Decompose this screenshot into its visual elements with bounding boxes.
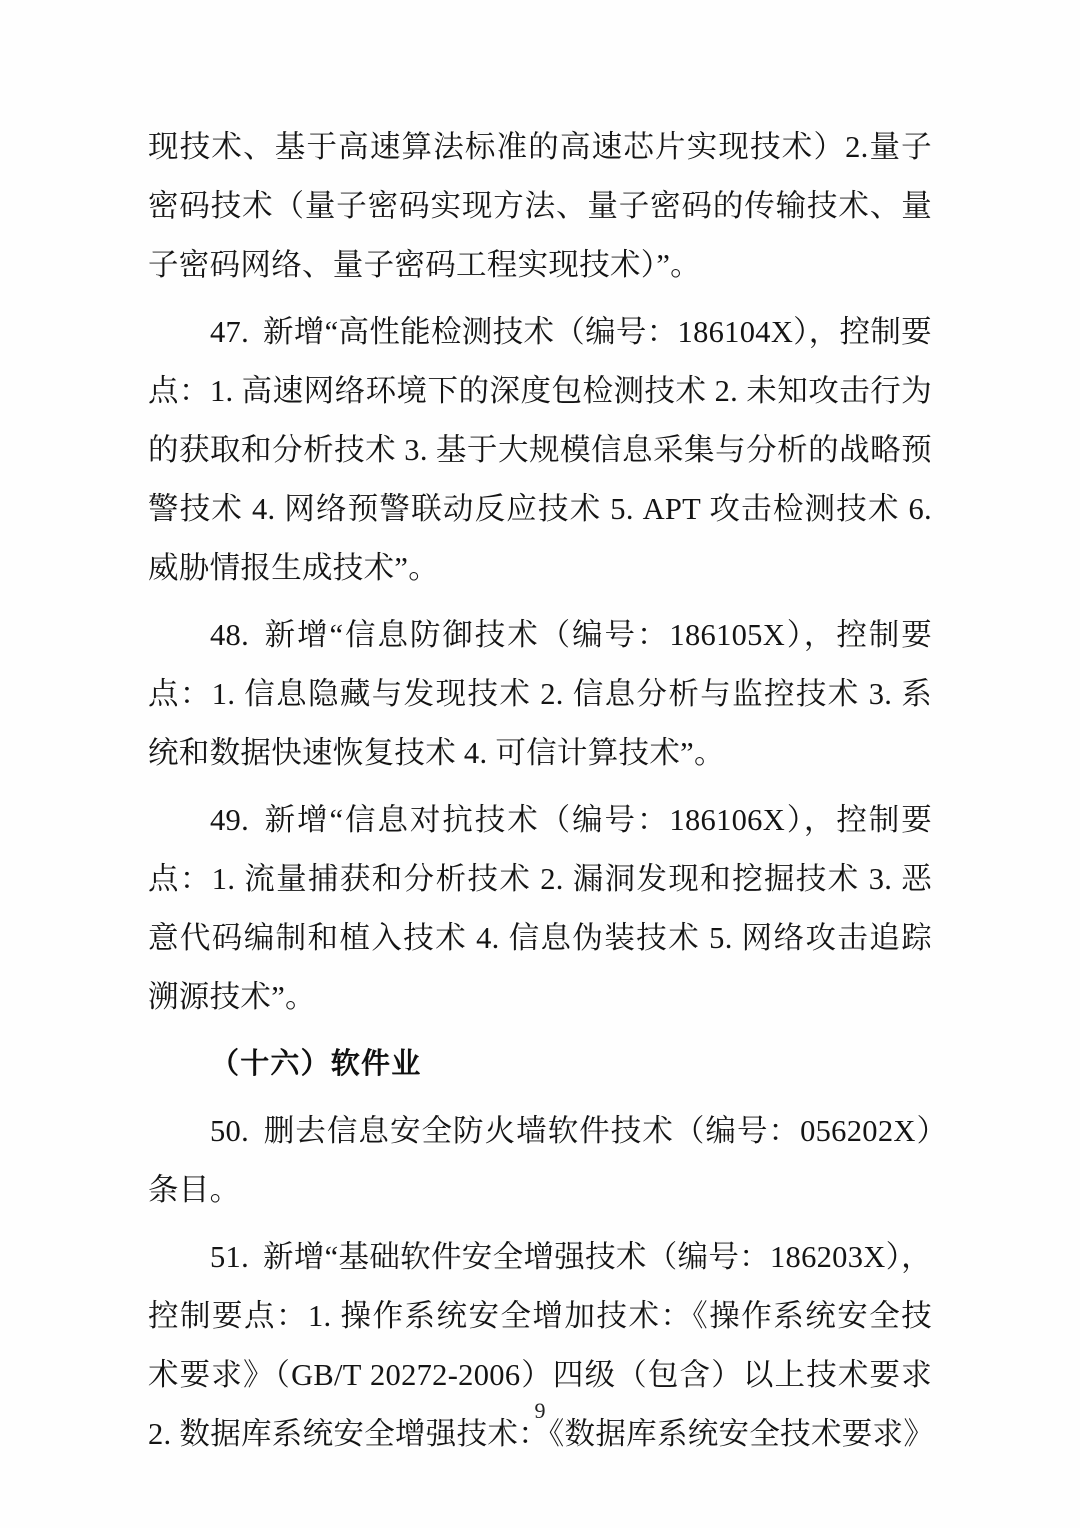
list-item-text: 新增“基础软件安全增强技术（编号：186203X），控制要点：1. 操作系统安全增加技术：《操作系统安全技术要求》（GB/T 20272-2006）四级（包含）以上技术要求 2. 数据库系统安全增强技术：《数据库系统安全技术要求》 — [148, 1240, 935, 1451]
list-item-49 — [148, 791, 932, 1027]
list-item-48 — [148, 606, 932, 783]
list-item-47 — [148, 303, 932, 598]
page-content — [148, 118, 935, 1472]
paragraph-continuation: 现技术、基于高速算法标准的高速芯片实现技术）2.量子密码技术（量子密码实现方法、量子密码的传输技术、量子密码网络、量子密码工程实现技术）”。 — [148, 130, 932, 282]
list-item-50 — [148, 1102, 932, 1220]
list-item-number: 47. — [210, 315, 250, 349]
section-heading-16: （十六）软件业 — [210, 1048, 422, 1080]
list-item-number: 50. — [210, 1114, 250, 1148]
list-item-number: 48. — [210, 618, 250, 652]
list-item-51 — [148, 1228, 935, 1464]
list-item-number: 51. — [210, 1240, 250, 1274]
list-item-text: 新增“高性能检测技术（编号：186104X），控制要点：1. 高速网络环境下的深度包检测技术 2. 未知攻击行为的获取和分析技术 3. 基于大规模信息采集与分析的战略预警技术 4. 网络预警联动反应技术 5. APT 攻击检测技术 6. 威胁情报生成技术”。 — [148, 315, 932, 585]
list-item-number: 49. — [210, 803, 250, 837]
list-item-text: 删去信息安全防火墙软件技术（编号：056202X）条目。 — [148, 1114, 932, 1207]
list-item-text: 新增“信息对抗技术（编号：186106X），控制要点：1. 流量捕获和分析技术 2. 漏洞发现和挖掘技术 3. 恶意代码编制和植入技术 4. 信息伪装技术 5. 网络攻击追踪溯源技术”。 — [148, 803, 932, 1014]
page-number: 9 — [534, 1398, 546, 1423]
list-item-text: 新增“信息防御技术（编号：186105X），控制要点：1. 信息隐藏与发现技术 2. 信息分析与监控技术 3. 系统和数据快速恢复技术 4. 可信计算技术”。 — [148, 618, 932, 770]
